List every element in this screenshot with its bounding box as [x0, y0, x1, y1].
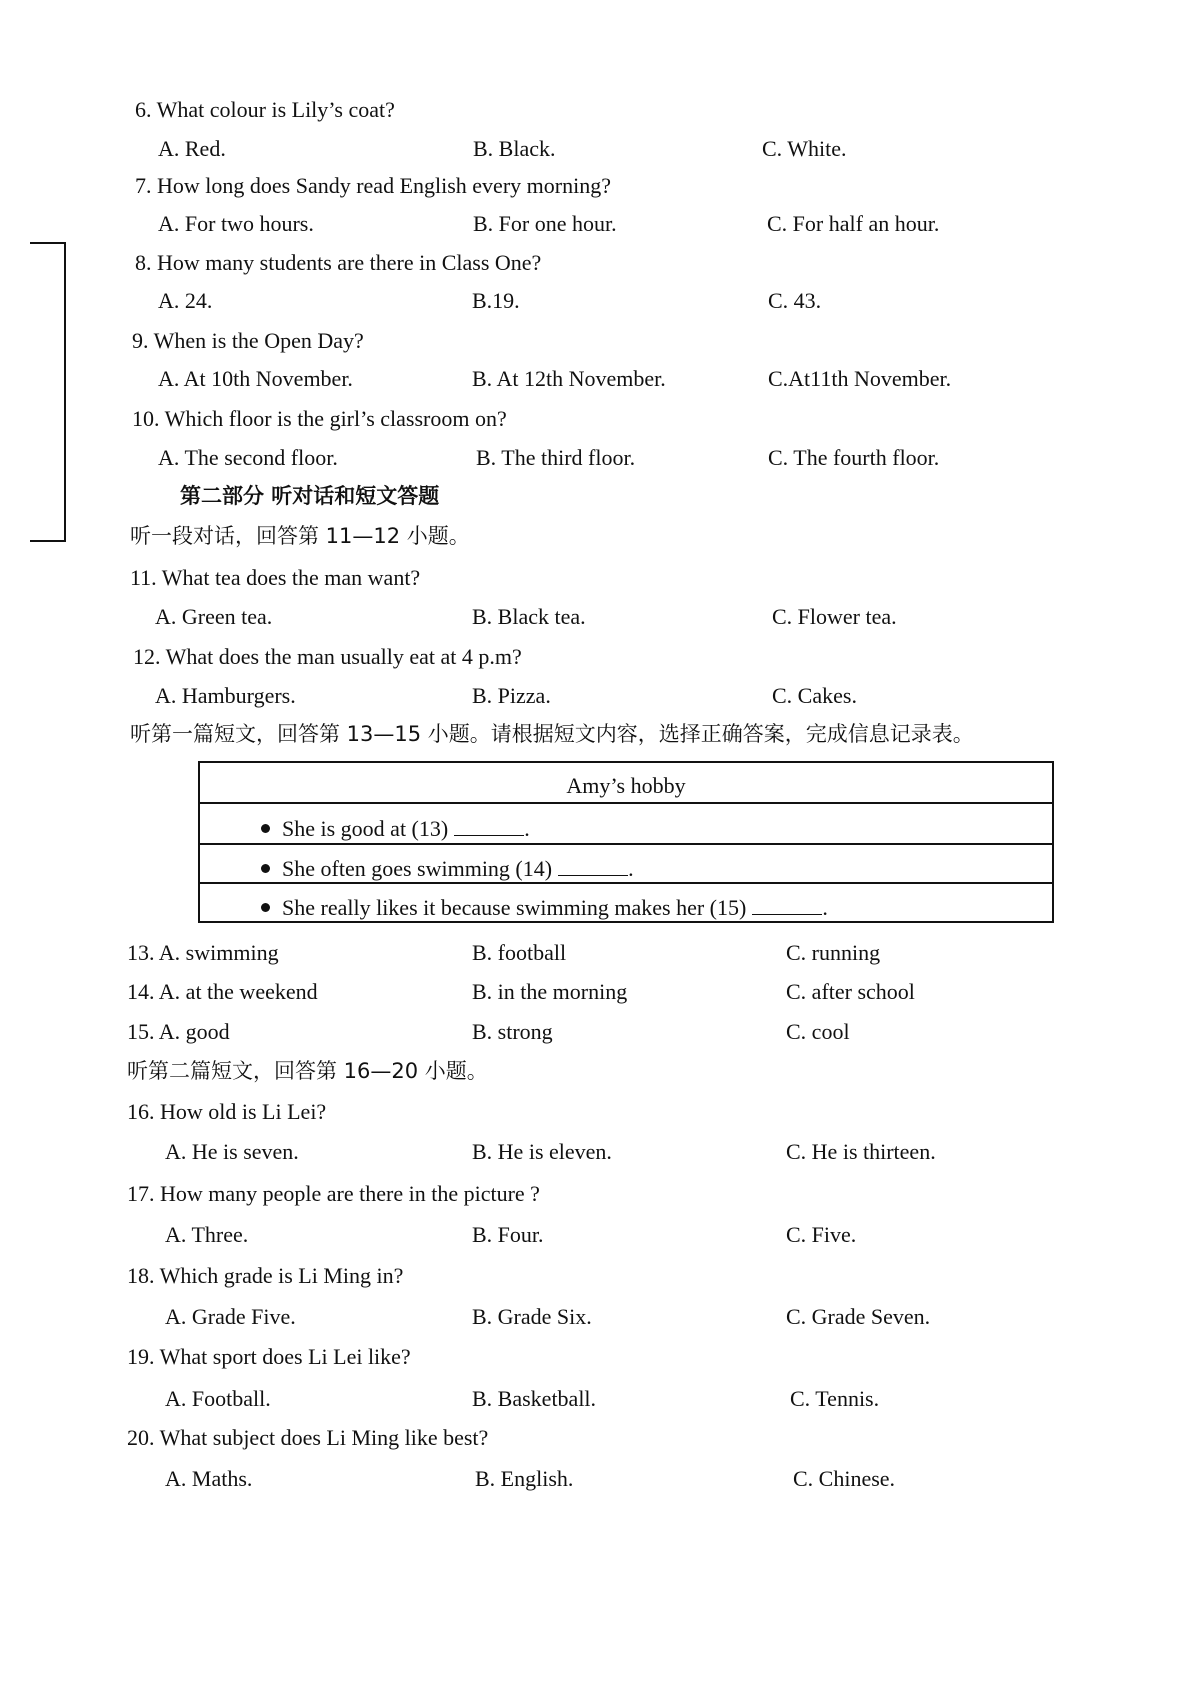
- option-8c: C. 43.: [768, 288, 822, 313]
- question-6: 6. What colour is Lily’s coat?: [135, 97, 395, 122]
- option-17a: A. Three.: [165, 1222, 249, 1247]
- option-15c: C. cool: [786, 1019, 850, 1044]
- table-divider: [200, 843, 1052, 845]
- answer-blank-13: [454, 817, 524, 836]
- option-17c: C. Five.: [786, 1222, 857, 1247]
- margin-bracket: [30, 242, 66, 542]
- option-10a: A. The second floor.: [158, 445, 338, 470]
- option-20c: C. Chinese.: [793, 1466, 896, 1491]
- option-19b: B. Basketball.: [472, 1386, 597, 1411]
- instruction-11-12: 听一段对话，回答第 11—12 小题。: [130, 524, 470, 548]
- question-9: 9. When is the Open Day?: [132, 328, 364, 353]
- table-row-15: She really likes it because swimming makes her (15) .: [261, 896, 828, 919]
- question-16: 16. How old is Li Lei?: [127, 1099, 327, 1124]
- option-9c: C.At11th November.: [768, 366, 952, 391]
- bullet-icon: [261, 824, 270, 833]
- table-divider: [200, 802, 1052, 804]
- option-18b: B. Grade Six.: [472, 1304, 592, 1329]
- question-12: 12. What does the man usually eat at 4 p.m?: [133, 644, 522, 669]
- option-8a: A. 24.: [158, 288, 213, 313]
- option-8b: B.19.: [472, 288, 520, 313]
- instruction-13-15: 听第一篇短文，回答第 13—15 小题。请根据短文内容，选择正确答案，完成信息记录表。: [130, 722, 974, 746]
- answer-blank-14: [558, 857, 628, 876]
- option-18c: C. Grade Seven.: [786, 1304, 931, 1329]
- option-10b: B. The third floor.: [476, 445, 636, 470]
- question-15: 15. A. good: [127, 1019, 230, 1044]
- info-record-table: [198, 761, 1054, 923]
- question-8: 8. How many students are there in Class One?: [135, 250, 542, 275]
- option-9a: A. At 10th November.: [158, 366, 353, 391]
- option-13b: B. football: [472, 940, 567, 965]
- option-11b: B. Black tea.: [472, 604, 586, 629]
- table-title: Amy’s hobby: [566, 773, 686, 798]
- option-6b: B. Black.: [473, 136, 556, 161]
- option-7b: B. For one hour.: [473, 211, 617, 236]
- option-15b: B. strong: [472, 1019, 553, 1044]
- option-7c: C. For half an hour.: [767, 211, 940, 236]
- option-6a: A. Red.: [158, 136, 226, 161]
- question-14: 14. A. at the weekend: [127, 979, 318, 1004]
- section2-title: 第二部分 听对话和短文答题: [180, 484, 440, 508]
- option-11c: C. Flower tea.: [772, 604, 897, 629]
- option-16b: B. He is eleven.: [472, 1139, 612, 1164]
- question-18: 18. Which grade is Li Ming in?: [127, 1263, 404, 1288]
- answer-blank-15: [752, 896, 822, 915]
- option-20b: B. English.: [475, 1466, 574, 1491]
- option-16a: A. He is seven.: [165, 1139, 299, 1164]
- instruction-16-20: 听第二篇短文，回答第 16—20 小题。: [127, 1059, 488, 1083]
- table-row-14: She often goes swimming (14) .: [261, 857, 634, 880]
- option-10c: C. The fourth floor.: [768, 445, 940, 470]
- question-19: 19. What sport does Li Lei like?: [127, 1344, 411, 1369]
- table-row-13: She is good at (13) .: [261, 817, 530, 840]
- option-13c: C. running: [786, 940, 881, 965]
- option-12b: B. Pizza.: [472, 683, 551, 708]
- option-17b: B. Four.: [472, 1222, 544, 1247]
- question-20: 20. What subject does Li Ming like best?: [127, 1425, 489, 1450]
- option-6c: C. White.: [762, 136, 847, 161]
- option-19a: A. Football.: [165, 1386, 271, 1411]
- question-7: 7. How long does Sandy read English every morning?: [135, 173, 611, 198]
- option-12a: A. Hamburgers.: [155, 683, 296, 708]
- question-10: 10. Which floor is the girl’s classroom on?: [132, 406, 507, 431]
- option-11a: A. Green tea.: [155, 604, 273, 629]
- table-divider: [200, 882, 1052, 884]
- option-19c: C. Tennis.: [790, 1386, 880, 1411]
- bullet-icon: [261, 903, 270, 912]
- option-14c: C. after school: [786, 979, 915, 1004]
- option-7a: A. For two hours.: [158, 211, 314, 236]
- option-20a: A. Maths.: [165, 1466, 253, 1491]
- option-12c: C. Cakes.: [772, 683, 857, 708]
- question-17: 17. How many people are there in the picture ?: [127, 1181, 540, 1206]
- question-11: 11. What tea does the man want?: [130, 565, 421, 590]
- bullet-icon: [261, 864, 270, 873]
- question-13: 13. A. swimming: [127, 940, 279, 965]
- option-18a: A. Grade Five.: [165, 1304, 296, 1329]
- option-14b: B. in the morning: [472, 979, 628, 1004]
- option-9b: B. At 12th November.: [472, 366, 666, 391]
- option-16c: C. He is thirteen.: [786, 1139, 936, 1164]
